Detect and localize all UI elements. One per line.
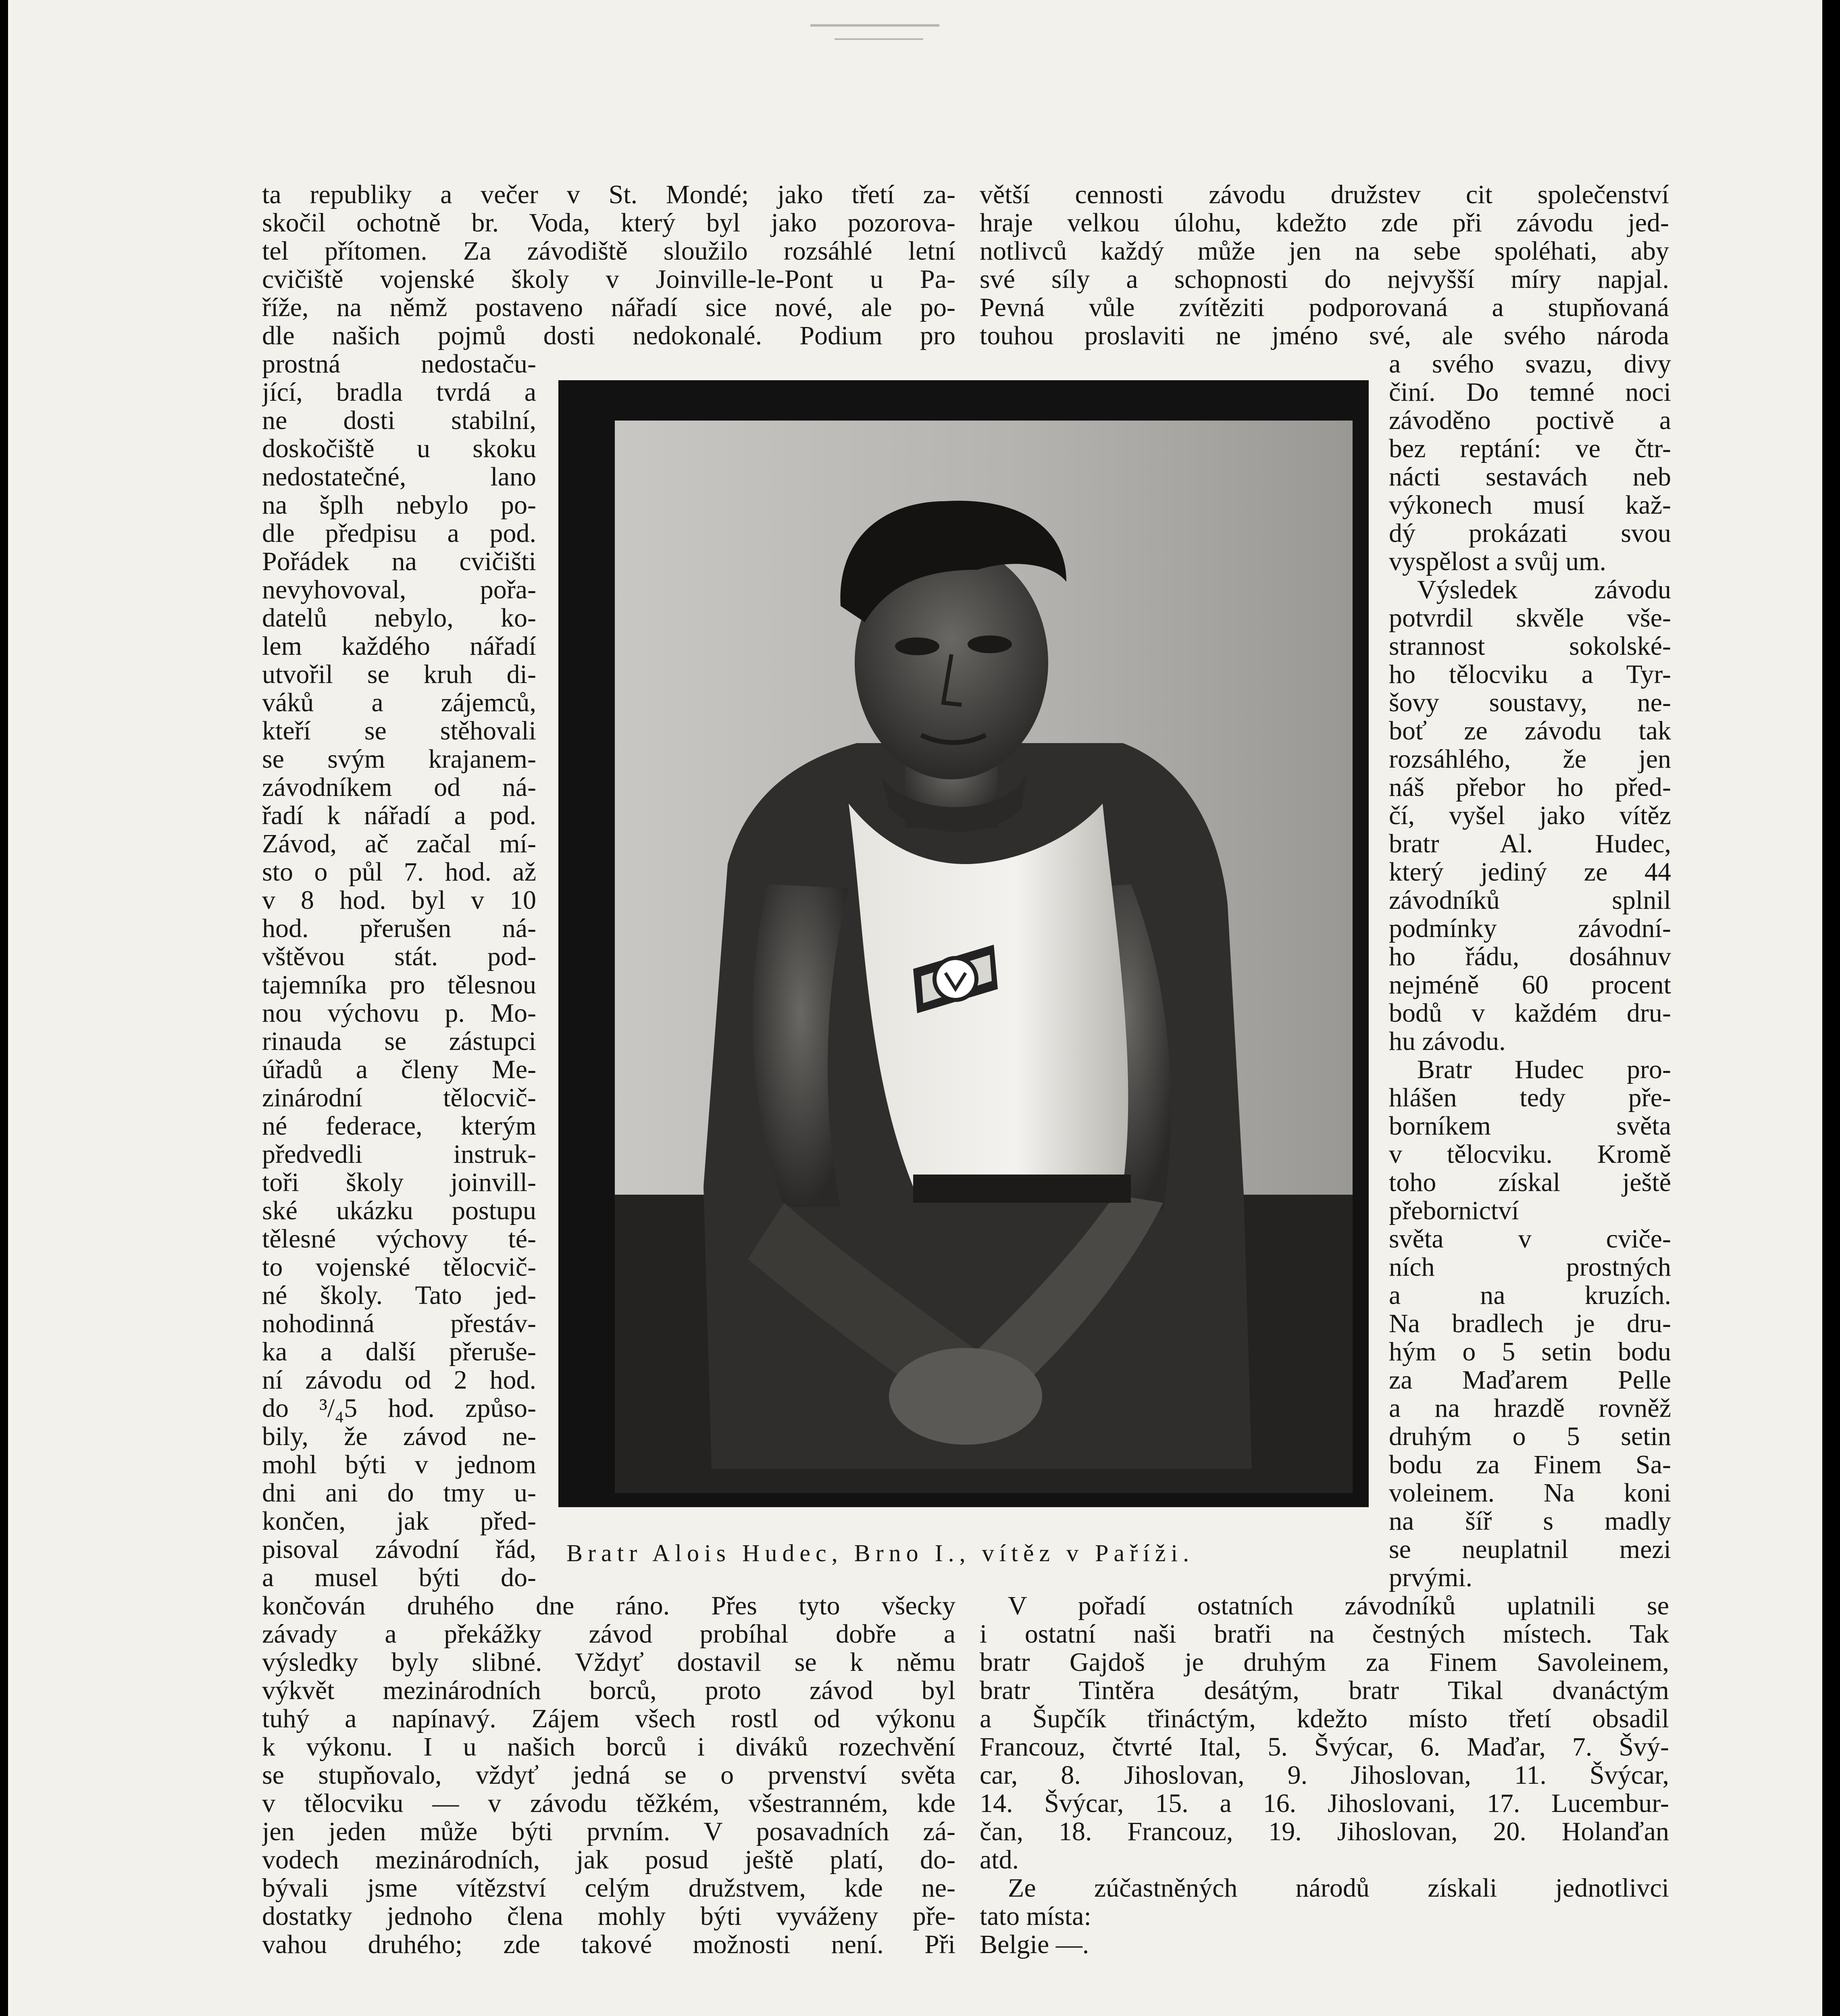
text-line: Na bradlech je dru- xyxy=(1389,1310,1671,1338)
text-line: vodech mezinárodních, jak posud ještě platí, do- xyxy=(262,1846,955,1874)
photo-frame xyxy=(558,380,1369,1507)
text-line: se svým krajanem- xyxy=(262,745,536,773)
text-line: dni ani do tmy u- xyxy=(262,1479,536,1507)
text-line: V pořadí ostatních závodníků uplatnili se xyxy=(1008,1592,1669,1620)
text-line: jící, bradla tvrdá a xyxy=(262,378,536,406)
text-line: úřadů a členy Me- xyxy=(262,1056,536,1084)
text-line: dle předpisu a pod. xyxy=(262,519,536,548)
scan-mark xyxy=(810,24,939,27)
text-line: se neuplatnil mezi xyxy=(1389,1535,1671,1564)
text-line: v tělocviku. Kromě xyxy=(1389,1140,1671,1168)
text-line: bodů v každém dru- xyxy=(1389,999,1671,1027)
text-line: notlivců každý může jen na sebe spoléhati, aby xyxy=(980,237,1669,265)
text-line: 14. Švýcar, 15. a 16. Jihoslovani, 17. Lucembur- xyxy=(980,1789,1669,1818)
text-line: bratr Gajdoš je druhým za Finem Savoleinem, xyxy=(980,1648,1669,1677)
text-line: nedostatečné, lano xyxy=(262,463,536,491)
text-line: končen, jak před- xyxy=(262,1507,536,1535)
text-line: výkonech musí kaž- xyxy=(1389,491,1671,519)
text-line: výkvět mezinárodních borců, proto závod byl xyxy=(262,1677,955,1705)
text-line: né školy. Tato jed- xyxy=(262,1281,536,1310)
text-line: dle našich pojmů dosti nedokonalé. Podium pro xyxy=(262,322,955,350)
text-line: bratr Al. Hudec, xyxy=(1389,830,1671,858)
text-line: vahou druhého; zde takové možnosti není. Při xyxy=(262,1931,955,1959)
text-line: hlášen tedy pře- xyxy=(1389,1084,1671,1112)
text-line: ta republiky a večer v St. Mondé; jako třetí za- xyxy=(262,181,955,209)
text-line: boť ze závodu tak xyxy=(1389,717,1671,745)
text-line: borníkem světa xyxy=(1389,1112,1671,1140)
text-line: přebornictví xyxy=(1389,1197,1519,1225)
text-line: ních prostných xyxy=(1389,1253,1671,1281)
text-line: závodníkem od ná- xyxy=(262,773,536,802)
text-line: bratr Tintěra desátým, bratr Tikal dvanáctým xyxy=(980,1677,1669,1705)
text-line: se stupňovalo, vždyť jedná se o prvenství světa xyxy=(262,1761,955,1789)
text-line: nejméně 60 procent xyxy=(1389,971,1671,999)
text-line: kteří se stěhovali xyxy=(262,717,536,745)
text-line: touhou proslaviti ne jméno své, ale svého národa xyxy=(980,322,1669,350)
text-line: strannost sokolské- xyxy=(1389,632,1671,660)
text-line: hu závodu. xyxy=(1389,1027,1506,1056)
text-line: voleinem. Na koni xyxy=(1389,1479,1671,1507)
text-line: to vojenské tělocvič- xyxy=(262,1253,536,1281)
text-line: utvořil se kruh di- xyxy=(262,660,536,689)
text-line: i ostatní naši bratři na čestných místech. Tak xyxy=(980,1620,1669,1648)
scan-mark xyxy=(835,38,923,40)
text-line: mohl býti v jednom xyxy=(262,1451,536,1479)
text-line: a musel býti do- xyxy=(262,1564,536,1592)
text-line: nohodinná přestáv- xyxy=(262,1310,536,1338)
text-line: světa v cviče- xyxy=(1389,1225,1671,1253)
text-line: větší cennosti závodu družstev cit společenství xyxy=(980,181,1669,209)
text-line: čan, 18. Francouz, 19. Jihoslovan, 20. Holanďan xyxy=(980,1818,1669,1846)
text-line: hraje velkou úlohu, kdežto zde při závodu jed- xyxy=(980,209,1669,237)
text-line: na šíř s madly xyxy=(1389,1507,1671,1535)
text-line: který jediný ze 44 xyxy=(1389,858,1671,886)
text-line: váků a zájemců, xyxy=(262,689,536,717)
text-line: toho získal ještě xyxy=(1389,1168,1671,1197)
text-line: nácti sestavách neb xyxy=(1389,463,1671,491)
text-line: zinárodní tělocvič- xyxy=(262,1084,536,1112)
text-line: závady a překážky závod probíhal dobře a xyxy=(262,1620,955,1648)
text-line: vyspělost a svůj um. xyxy=(1389,548,1606,576)
text-line: bývali jsme vítězství celým družstvem, kde ne- xyxy=(262,1874,955,1902)
text-line: náš přebor ho před- xyxy=(1389,773,1671,802)
text-line: bodu za Finem Sa- xyxy=(1389,1451,1671,1479)
text-line: car, 8. Jihoslovan, 9. Jihoslovan, 11. Švýcar, xyxy=(980,1761,1669,1789)
text-line: né federace, kterým xyxy=(262,1112,536,1140)
text-line: Ze zúčastněných národů získali jednotlivci xyxy=(1008,1874,1669,1902)
text-line: tělesné výchovy té- xyxy=(262,1225,536,1253)
text-line: hým o 5 setin bodu xyxy=(1389,1338,1671,1366)
text-line: v tělocviku — v závodu těžkém, všestranném, kde xyxy=(262,1789,955,1818)
text-line: závoděno poctivě a xyxy=(1389,406,1671,435)
text-line: dostatky jednoho člena mohly býti vyváženy pře- xyxy=(262,1902,955,1931)
text-line: Pevná vůle zvítěziti podporovaná a stupňovaná xyxy=(980,294,1669,322)
text-line: Belgie —. xyxy=(980,1931,1089,1959)
text-line: a Šupčík třináctým, kdežto místo třetí obsadil xyxy=(980,1705,1669,1733)
text-line: bez reptání: ve čtr- xyxy=(1389,435,1671,463)
text-line: doskočiště u skoku xyxy=(262,435,536,463)
text-line: Bratr Hudec pro- xyxy=(1417,1056,1671,1084)
text-line: podmínky závodní- xyxy=(1389,914,1671,943)
text-line: řadí k nářadí a pod. xyxy=(262,802,536,830)
text-line: cvičiště vojenské školy v Joinville-le-Pont u Pa- xyxy=(262,265,955,294)
text-line: jen jeden může býti prvním. V posavadních zá- xyxy=(262,1818,955,1846)
text-line: říže, na němž postaveno nářadí sice nové, ale po- xyxy=(262,294,955,322)
text-line: za Maďarem Pelle xyxy=(1389,1366,1671,1394)
text-line: sto o půl 7. hod. až xyxy=(262,858,536,886)
text-line: do ³/₄5 hod. způso- xyxy=(262,1394,536,1422)
text-line: Výsledek závodu xyxy=(1417,576,1671,604)
scanned-page xyxy=(8,0,1822,2016)
text-line: ní závodu od 2 hod. xyxy=(262,1366,536,1394)
text-line: skočil ochotně br. Voda, který byl jako pozorova- xyxy=(262,209,955,237)
text-line: prostná nedostaču- xyxy=(262,350,536,378)
text-line: šovy soustavy, ne- xyxy=(1389,689,1671,717)
text-line: končován druhého dne ráno. Přes tyto všecky xyxy=(262,1592,955,1620)
text-line: závodníků splnil xyxy=(1389,886,1671,914)
text-line: bily, že závod ne- xyxy=(262,1422,536,1451)
text-line: prvými. xyxy=(1389,1564,1473,1592)
text-line: datelů nebylo, ko- xyxy=(262,604,536,632)
text-line: své síly a schopnosti do nejvyšší míry napjal. xyxy=(980,265,1669,294)
text-line: čí, vyšel jako vítěz xyxy=(1389,802,1671,830)
text-line: vštěvou stát. pod- xyxy=(262,943,536,971)
text-line: Francouz, čtvrté Ital, 5. Švýcar, 6. Maďar, 7. Švý- xyxy=(980,1733,1669,1761)
athlete-portrait xyxy=(558,380,1369,1507)
text-line: ho řádu, dosáhnuv xyxy=(1389,943,1671,971)
photo-caption: Bratr Alois Hudec, Brno I., vítěz v Paříži. xyxy=(566,1540,1195,1566)
text-line: druhým o 5 setin xyxy=(1389,1422,1671,1451)
text-line: na šplh nebylo po- xyxy=(262,491,536,519)
text-line: činí. Do temné noci xyxy=(1389,378,1671,406)
text-line: ne dosti stabilní, xyxy=(262,406,536,435)
text-line: potvrdil skvěle vše- xyxy=(1389,604,1671,632)
text-line: toři školy joinvill- xyxy=(262,1168,536,1197)
text-line: dý prokázati svou xyxy=(1389,519,1671,548)
text-line: atd. xyxy=(980,1846,1019,1874)
text-line: a na kruzích. xyxy=(1389,1281,1671,1310)
text-line: předvedli instruk- xyxy=(262,1140,536,1168)
text-line: pisoval závodní řád, xyxy=(262,1535,536,1564)
text-line: Závod, ač začal mí- xyxy=(262,830,536,858)
text-line: k výkonu. I u našich borců i diváků rozechvění xyxy=(262,1733,955,1761)
text-line: Pořádek na cvičišti xyxy=(262,548,536,576)
text-line: nou výchovu p. Mo- xyxy=(262,999,536,1027)
text-line: lem každého nářadí xyxy=(262,632,536,660)
text-line: ho tělocviku a Tyr- xyxy=(1389,660,1671,689)
text-line: tato místa: xyxy=(980,1902,1091,1931)
text-line: ka a další přeruše- xyxy=(262,1338,536,1366)
text-line: nevyhovoval, pořa- xyxy=(262,576,536,604)
text-line: ské ukázku postupu xyxy=(262,1197,536,1225)
text-line: v 8 hod. byl v 10 xyxy=(262,886,536,914)
text-line: tajemníka pro tělesnou xyxy=(262,971,536,999)
text-line: tuhý a napínavý. Zájem všech rostl od výkonu xyxy=(262,1705,955,1733)
text-line: rozsáhlého, že jen xyxy=(1389,745,1671,773)
text-line: výsledky byly slibné. Vždyť dostavil se k němu xyxy=(262,1648,955,1677)
text-line: a na hrazdě rovněž xyxy=(1389,1394,1671,1422)
text-line: a svého svazu, divy xyxy=(1389,350,1671,378)
text-line: tel přítomen. Za závodiště sloužilo rozsáhlé letní xyxy=(262,237,955,265)
text-line: hod. přerušen ná- xyxy=(262,914,536,943)
text-line: rinauda se zástupci xyxy=(262,1027,536,1056)
